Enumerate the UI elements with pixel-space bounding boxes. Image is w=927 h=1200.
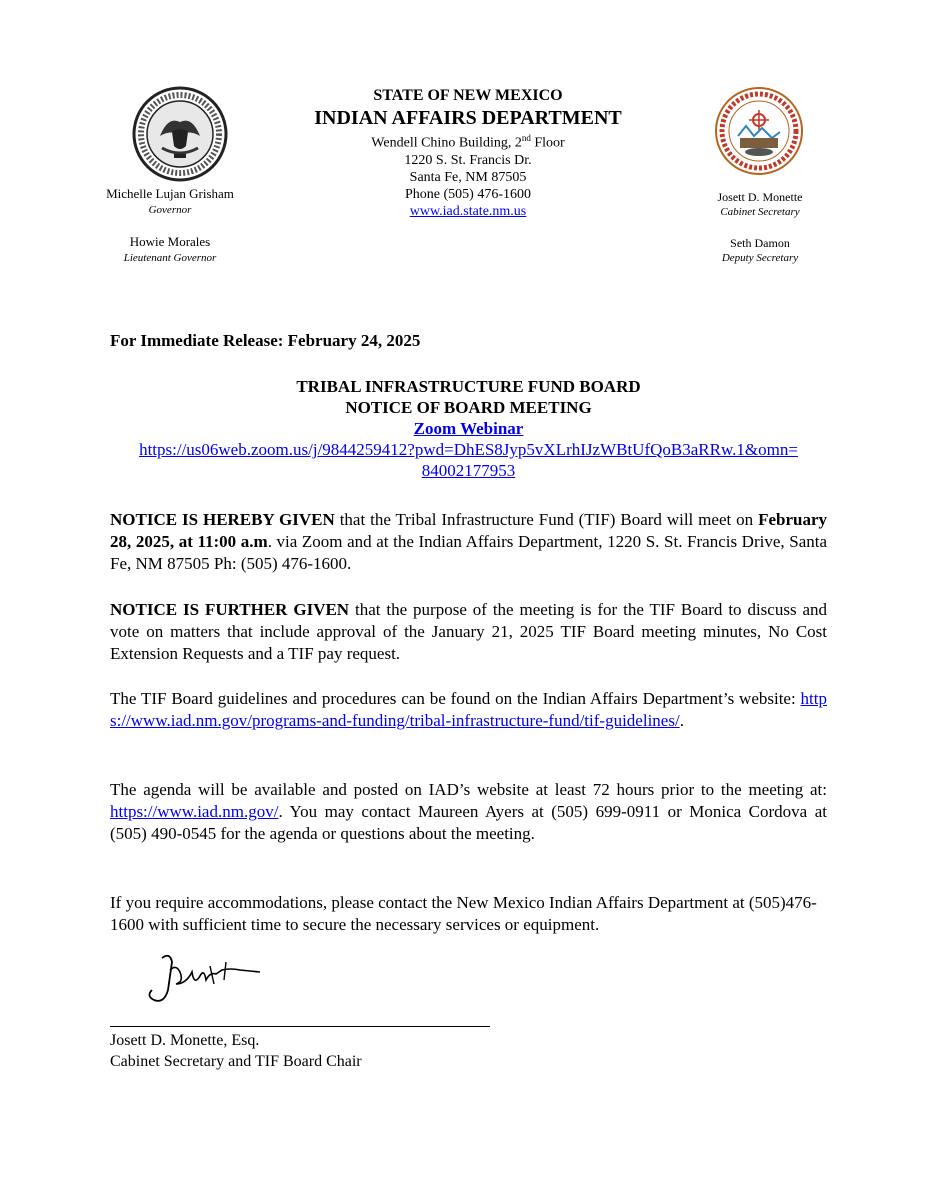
state-seal-logo xyxy=(132,86,228,182)
heading-line-2: NOTICE OF BOARD MEETING xyxy=(345,398,592,417)
paragraph-accommodations: If you require accommodations, please contact the New Mexico Indian Affairs Department at (505)476-1600 with sufficient time to secure the necessary services or equipment. xyxy=(110,893,817,934)
street-address: 1220 S. St. Francis Dr. xyxy=(404,152,532,168)
deputy-title: Deputy Secretary xyxy=(721,252,799,264)
signer-name: Josett D. Monette, Esq. xyxy=(110,1032,260,1049)
deputy-name: Seth Damon xyxy=(730,236,790,250)
paragraph-guidelines: The TIF Board guidelines and procedures can be found on the Indian Affairs Department’s website: https://www.iad.nm.gov/programs-and-funding/tribal-infrastructure-fund/tif-guidelines/. xyxy=(110,689,827,730)
zoom-url-link-cont[interactable]: 84002177953 xyxy=(421,461,516,480)
state-name: STATE OF NEW MEXICO xyxy=(373,87,563,104)
city-address: Santa Fe, NM 87505 xyxy=(409,169,527,185)
zoom-url-link[interactable]: https://us06web.zoom.us/j/9844259412?pwd=DhES8Jyp5vXLrhIJzWBtUfQoB3aRRw.1&omn= xyxy=(139,440,798,459)
zoom-webinar-link[interactable]: Zoom Webinar xyxy=(413,419,524,438)
notice-heading xyxy=(110,376,827,481)
signer-title: Cabinet Secretary and TIF Board Chair xyxy=(110,1053,362,1070)
website-link[interactable]: www.iad.state.nm.us xyxy=(409,203,527,219)
governor-title: Governor xyxy=(148,204,192,216)
heading-line-1: TRIBAL INFRASTRUCTURE FUND BOARD xyxy=(296,377,641,396)
paragraph-purpose: NOTICE IS FURTHER GIVEN that the purpose of the meeting is for the TIF Board to discuss and vote on matters that include approval of the January 21, 2025 TIF Board meeting minutes, No Cost Extension Requests and a TIF pay request. xyxy=(110,600,828,663)
governor-name: Michelle Lujan Grisham xyxy=(106,186,234,201)
lt-governor-title: Lieutenant Governor xyxy=(123,252,217,264)
department-name: INDIAN AFFAIRS DEPARTMENT xyxy=(314,107,622,129)
secretary-name: Josett D. Monette xyxy=(717,190,803,204)
right-officials xyxy=(680,190,840,266)
department-seal-logo xyxy=(714,86,804,176)
left-officials xyxy=(80,186,260,266)
handwritten-signature xyxy=(140,950,280,1012)
guidelines-link[interactable]: https://www.iad.nm.gov/programs-and-funding/tribal-infrastructure-fund/tif-guidelines/ xyxy=(110,689,827,730)
paragraph-meeting-notice: NOTICE IS HEREBY GIVEN that the Tribal Infrastructure Fund (TIF) Board will meet on February 28, 2025, at 11:00 a.m. via Zoom and at the Indian Affairs Department, 1220 S. St. Francis Drive, Santa Fe, NM 87505 Ph: (505) 476-1600. xyxy=(110,510,828,573)
secretary-title: Cabinet Secretary xyxy=(720,206,800,218)
phone-number: Phone (505) 476-1600 xyxy=(405,186,531,202)
signature-line xyxy=(110,1026,490,1027)
signer-block xyxy=(110,1030,362,1072)
release-date: For Immediate Release: February 24, 2025 xyxy=(110,331,421,350)
iad-website-link[interactable]: https://www.iad.nm.gov/ xyxy=(110,802,279,821)
building-line: Wendell Chino Building, 2nd Floor xyxy=(371,133,565,151)
letterhead-center xyxy=(268,86,668,220)
paragraph-agenda: The agenda will be available and posted on IAD’s website at least 72 hours prior to the meeting at: https://www.iad.nm.gov/. You may contact Maureen Ayers at (505) 699-0911 or Monica Cordova at (505) 490-0545 for the agenda or questions about the meeting. xyxy=(110,780,827,843)
lt-governor-name: Howie Morales xyxy=(129,234,211,249)
